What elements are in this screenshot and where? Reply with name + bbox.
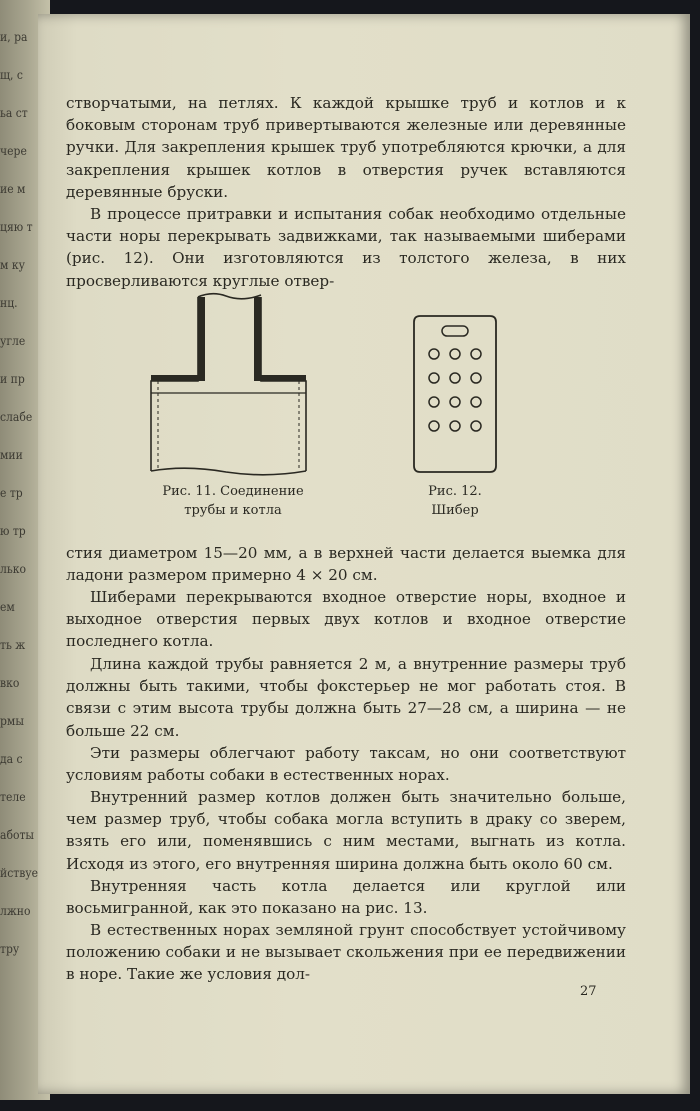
left-page-fragment: цяю т <box>0 220 33 234</box>
figure-12-caption-line2: Шибер <box>431 503 479 518</box>
shutter-hole <box>450 349 460 359</box>
left-page-fragment: слабе <box>0 410 33 424</box>
left-page-fragment: щ, с <box>0 68 23 82</box>
left-page-fragment: ем <box>0 600 15 614</box>
left-page-fragment: ю тр <box>0 524 26 538</box>
paragraph-4: Шиберами перекрываются входное отверстие норы, входное и выходное отверстия первых двух котлов и входное отверстие последнего котла. <box>66 588 626 651</box>
left-page-fragment: тру <box>0 942 20 956</box>
shutter-hole <box>429 397 439 407</box>
left-page-fragment: теле <box>0 790 26 804</box>
shutter-hole <box>429 373 439 383</box>
left-page-fragment: ие м <box>0 182 26 196</box>
figure-11-caption-line2: трубы и котла <box>184 503 282 518</box>
shutter-hole <box>450 373 460 383</box>
left-page-fragment: лжно <box>0 904 31 918</box>
left-page-fragment: м ку <box>0 258 25 272</box>
shutter-hole <box>471 373 481 383</box>
figure-11-caption <box>138 482 328 520</box>
shutter-hole <box>471 349 481 359</box>
left-page-fragment: лько <box>0 562 27 576</box>
paragraph-1: створчатыми, на петлях. К каждой крышке труб и котлов и к боковым сторонам труб привертываются железные или деревянные ручки. Для закрепления крышек труб употребляются крючки, а для закрепления крышек котлов в отверстия ручек вставляются деревянные бруски. <box>66 94 626 201</box>
shutter-hole <box>429 421 439 431</box>
left-page-fragment: да с <box>0 752 23 766</box>
left-page-fragment: йствуе <box>0 866 39 880</box>
shutter-hole <box>471 397 481 407</box>
paragraph-9: В естественных норах земляной грунт способствует устойчивому положению собаки и не вызывает скольжения при ее передвижении в норе. Такие же условия дол- <box>66 921 626 984</box>
figure-11-caption-line1: Рис. 11. Соединение <box>162 484 304 499</box>
paragraph-5: Длина каждой трубы равняется 2 м, а внутренние размеры труб должны быть такими, чтобы фокстерьер не мог работать стоя. В связи с этим высота трубы должна быть 27—28 см, а ширина — не больше 22 см. <box>66 655 626 740</box>
paragraph-8: Внутренняя часть котла делается или круглой или восьмигранной, как это показано на рис. 13. <box>66 877 626 918</box>
figure-12-caption-line1: Рис. 12. <box>428 484 482 499</box>
figure-11-pipe-boiler-diagram <box>146 289 316 479</box>
left-page-fragment: е тр <box>0 486 23 500</box>
left-page-fragment: и, ра <box>0 30 28 44</box>
left-page-fragment: нц. <box>0 296 18 310</box>
left-page-fragment: ьа ст <box>0 106 28 120</box>
left-page-fragment: ть ж <box>0 638 26 652</box>
paragraph-7: Внутренний размер котлов должен быть значительно больше, чем размер труб, чтобы собака могла вступить в драку со зверем, взять его или, поменявшись с ним местами, выгнать из котла. Исходя из этого, его внутренняя ширина должна быть около 60 см. <box>66 788 626 873</box>
shutter-hole <box>471 421 481 431</box>
paragraph-3: стия диаметром 15—20 мм, а в верхней части делается выемка для ладони размером примерно 4 × 20 см. <box>66 544 626 585</box>
left-page-fragment: рмы <box>0 714 24 728</box>
left-page-fragment: вко <box>0 676 20 690</box>
paragraph-6: Эти размеры облегчают работу таксам, но они соответствуют условиям работы собаки в естественных норах. <box>66 744 626 785</box>
shutter-hole <box>450 421 460 431</box>
left-page-fragment: аботы <box>0 828 35 842</box>
figure-12-caption <box>410 482 500 520</box>
page-number: 27 <box>580 984 597 999</box>
left-page-fragment: мии <box>0 448 23 462</box>
left-page-fragment: угле <box>0 334 26 348</box>
shutter-hole <box>450 397 460 407</box>
figure-12-gate-shutter-diagram <box>412 314 498 474</box>
left-page-fragment: и пр <box>0 372 25 386</box>
left-page-fragment: чере <box>0 144 27 158</box>
book-page <box>38 14 690 1094</box>
shutter-hole <box>429 349 439 359</box>
paragraph-2: В процессе притравки и испытания собак необходимо отдельные части норы перекрывать задвижками, так называемыми шиберами (рис. 12). Они изготовляются из толстого железа, в них просверливаются круглые отвер- <box>66 205 626 290</box>
